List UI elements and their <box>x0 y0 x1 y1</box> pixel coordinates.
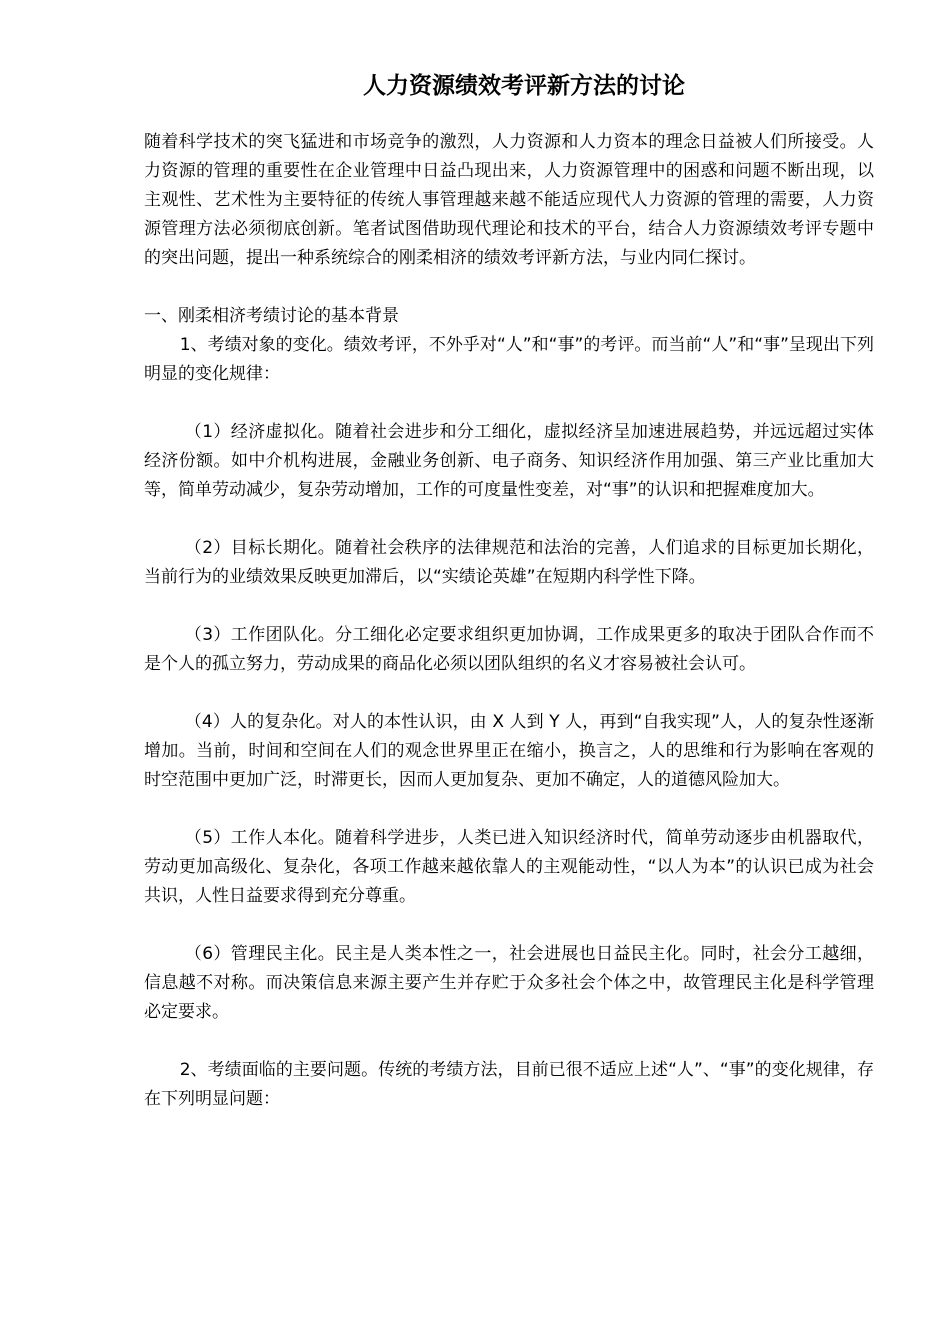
sub-item-paragraph: （6）管理民主化。民主是人类本性之一，社会进展也日益民主化。同时，社会分工越细，信息越不对称。而决策信息来源主要产生并存贮于众多社会个体之中，故管理民主化是科学管理必定要求。 <box>144 944 874 1022</box>
sub-item-paragraph: （1）经济虚拟化。随着社会进步和分工细化，虚拟经济呈加速进展趋势，并远远超过实体经济份额。如中介机构进展，金融业务创新、电子商务、知识经济作用加强、第三产业比重加大等，简单劳动减少，复杂劳动增加，工作的可度量性变差，对“事”的认识和把握难度加大。 <box>144 422 874 500</box>
item-paragraph: 2、考绩面临的主要问题。传统的考绩方法，目前已很不适应上述“人”、“事”的变化规律，存在下列明显问题： <box>144 1060 874 1109</box>
document-page <box>144 70 874 1114</box>
spacer <box>144 592 874 621</box>
document-title: 人力资源绩效考评新方法的讨论 <box>363 72 685 99</box>
intro-paragraph: 随着科学技术的突飞猛进和市场竞争的激烈，人力资源和人力资本的理念日益被人们所接受。人力资源的管理的重要性在企业管理中日益凸现出来，人力资源管理中的困惑和问题不断出现，以主观性、艺术性为主要特征的传统人事管理越来越不能适应现代人力资源的管理的需要，人力资源管理方法必须彻底创新。笔者试图借助现代理论和技术的平台，结合人力资源绩效考评专题中的突出问题，提出一种系统综合的刚柔相济的绩效考评新方法，与业内同仁探讨。 <box>144 132 874 268</box>
spacer <box>144 389 874 418</box>
spacer <box>144 505 874 534</box>
spacer <box>144 795 874 824</box>
spacer <box>144 911 874 940</box>
spacer <box>144 1027 874 1056</box>
spacer <box>144 679 874 708</box>
sub-item-paragraph: （4）人的复杂化。对人的本性认识，由 X 人到 Y 人，再到“自我实现”人，人的复杂性逐渐增加。当前，时间和空间在人们的观念世界里正在缩小，换言之，人的思维和行为影响在客观的时空范围中更加广泛，时滞更长，因而人更加复杂、更加不确定，人的道德风险加大。 <box>144 712 874 790</box>
item-paragraph: 1、考绩对象的变化。绩效考评，不外乎对“人”和“事”的考评。而当前“人”和“事”呈现出下列明显的变化规律： <box>144 335 874 384</box>
sub-item-paragraph: （3）工作团队化。分工细化必定要求组织更加协调，工作成果更多的取决于团队合作而不是个人的孤立努力，劳动成果的商品化必须以团队组织的名义才容易被社会认可。 <box>144 625 874 674</box>
sub-item-paragraph: （5）工作人本化。随着科学进步，人类已进入知识经济时代，简单劳动逐步由机器取代，劳动更加高级化、复杂化，各项工作越来越依靠人的主观能动性，“以人为本”的认识已成为社会共识，人性日益要求得到充分尊重。 <box>144 828 874 906</box>
section-heading: 一、刚柔相济考绩讨论的基本背景 <box>144 306 399 326</box>
sub-item-paragraph: （2）目标长期化。随着社会秩序的法律规范和法治的完善，人们追求的目标更加长期化，当前行为的业绩效果反映更加滞后，以“实绩论英雄”在短期内科学性下降。 <box>144 538 874 587</box>
spacer <box>144 273 874 302</box>
